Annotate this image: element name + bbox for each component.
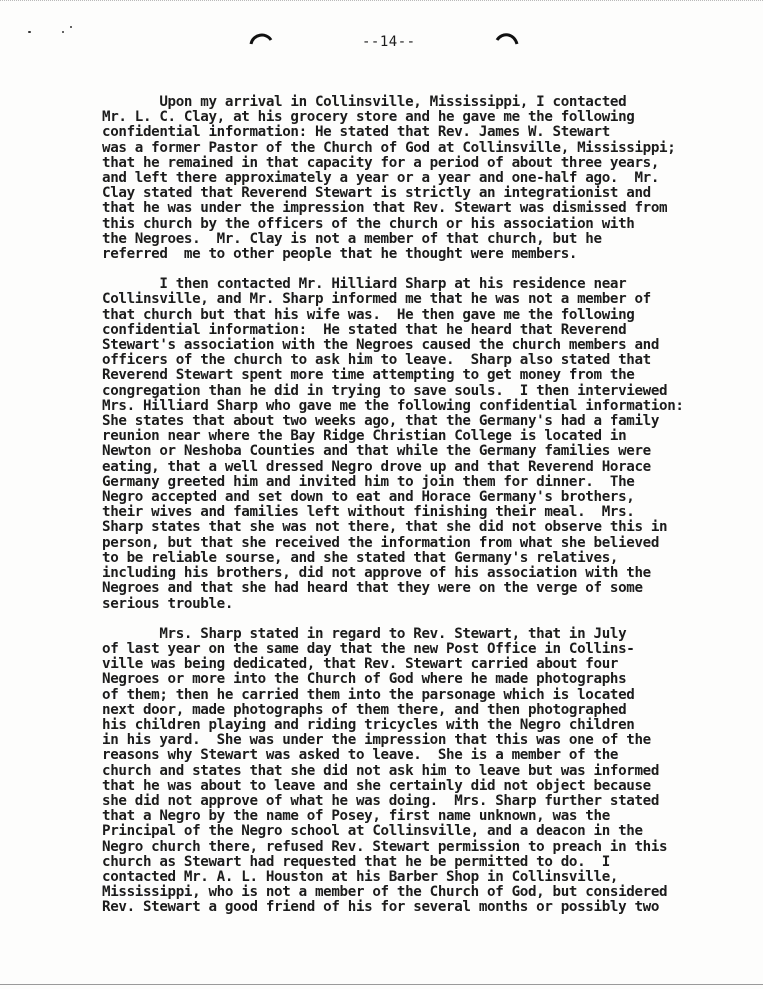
text-line: person, but that she received the information from what she believed [102,534,660,551]
paragraph [102,627,747,916]
text-line: Rev. Stewart a good friend of his for several months or possibly two [102,899,660,916]
text-line: eating, that a well dressed Negro drove up and that Reverend Horace [102,458,651,475]
text-line: contacted Mr. A. L. Houston at his Barber Shop in Collinsville, [102,868,619,885]
text-line: to be reliable sourse, and she stated that Germany's relatives, [102,549,619,566]
text-line: Mrs. Hilliard Sharp who gave me the following confidential information: [102,397,684,414]
text-line: Germany greeted him and invited him to join them for dinner. The [102,473,635,490]
text-line: Collinsville, and Mr. Sharp informed me that he was not a member of [102,291,651,308]
text-line: Negro accepted and set down to eat and Horace Germany's brothers, [102,489,635,506]
text-line: his children playing and riding tricycles with the Negro children [102,716,635,733]
text-line: ville was being dedicated, that Rev. Stewart carried about four [102,656,619,673]
text-line: this church by the officers of the church or his association with [102,215,635,232]
bottom-edge-line [0,984,763,985]
text-line: congregation than he did in trying to save souls. I then interviewed [102,382,668,399]
text-line: including his brothers, did not approve of his association with the [102,565,651,582]
text-line: was a former Pastor of the Church of God at Collinsville, Mississippi; [102,139,676,156]
text-line: officers of the church to ask him to leave. Sharp also stated that [102,352,651,369]
text-line: Upon my arrival in Collinsville, Mississippi, I contacted [102,94,627,110]
text-line: that he was about to leave and she certainly did not object because [102,777,651,794]
punch-hole-mark-left [248,30,274,46]
text-line: in his yard. She was under the impression that this was one of the [102,732,651,749]
text-line: the Negroes. Mr. Clay is not a member of that church, but he [102,230,602,247]
text-line: serious trouble. [102,595,234,612]
top-edge-dotted-line [0,0,763,5]
paragraph [102,277,747,611]
text-line: that a Negro by the name of Posey, first name unknown, was the [102,808,610,825]
text-line: Negro church there, refused Rev. Stewart permission to preach in this [102,838,668,855]
text-line: Mrs. Sharp stated in regard to Rev. Stewart, that in July [102,625,627,642]
text-line: I then contacted Mr. Hilliard Sharp at his residence near [102,276,627,293]
scan-speck [28,31,31,33]
text-line: reunion near where the Bay Ridge Christian College is located in [102,428,627,445]
text-line: confidential information: He stated that Rev. James W. Stewart [102,124,610,141]
paragraph [102,95,747,262]
text-line: Clay stated that Reverend Stewart is strictly an integrationist and [102,185,651,202]
text-line: next door, made photographs of them there, and then photographed [102,701,627,718]
document-body [102,95,747,916]
text-line: that he was under the impression that Rev. Stewart was dismissed from [102,200,668,217]
scan-speck [70,26,72,28]
text-line: Reverend Stewart spent more time attempting to get money from the [102,367,635,384]
text-line: Sharp states that she was not there, that she did not observe this in [102,519,668,536]
text-line: of last year on the same day that the new Post Office in Collins- [102,640,635,657]
text-line: Negroes and that she had heard that they were on the verge of some [102,580,643,597]
text-line: Stewart's association with the Negroes caused the church members and [102,337,660,354]
text-line: she did not approve of what he was doing. Mrs. Sharp further stated [102,792,660,809]
text-line: referred me to other people that he thought were members. [102,246,578,263]
text-line: confidential information: He stated that he heard that Reverend [102,321,627,338]
text-line: their wives and families left without finishing their meal. Mrs. [102,504,635,521]
text-line: and left there approximately a year or a year and one-half ago. Mr. [102,170,660,187]
text-line: Mr. L. C. Clay, at his grocery store and he gave me the following [102,109,635,126]
text-line: that church but that his wife was. He then gave me the following [102,306,635,323]
text-line: of them; then he carried them into the parsonage which is located [102,686,635,703]
text-line: church as Stewart had requested that he be permitted to do. I [102,853,610,870]
text-line: reasons why Stewart was asked to leave. She is a member of the [102,747,619,764]
text-line: church and states that she did not ask him to leave but was informed [102,762,660,779]
scan-speck [62,31,64,33]
text-line: Principal of the Negro school at Collinsville, and a deacon in the [102,823,643,840]
punch-hole-mark-right [494,30,520,46]
page-number: --14-- [362,34,416,50]
text-line: Mississippi, who is not a member of the Church of God, but considered [102,884,668,901]
text-line: Negroes or more into the Church of God where he made photographs [102,671,627,688]
text-line: Newton or Neshoba Counties and that while the Germany families were [102,443,651,460]
text-line: that he remained in that capacity for a period of about three years, [102,154,660,171]
text-line: She states that about two weeks ago, that the Germany's had a family [102,413,660,430]
